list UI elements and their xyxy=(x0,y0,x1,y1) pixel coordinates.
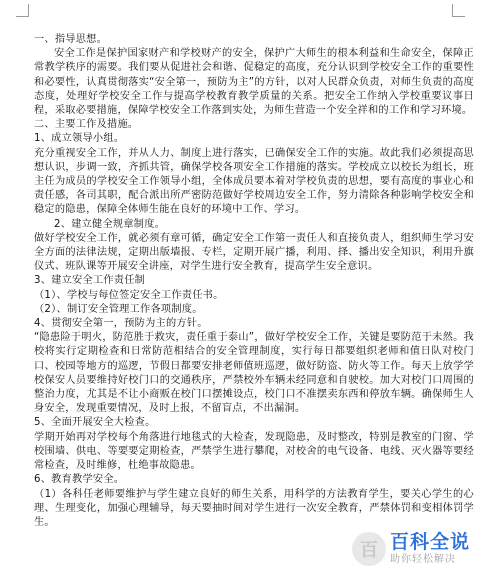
margin-corner-mark-left xyxy=(16,4,29,17)
heading-guiding-ideology: 一、指导思想。 xyxy=(34,34,108,45)
watermark-subtitle: 助你轻松解决 xyxy=(390,554,456,565)
paragraph-rules-body: 做好学校安全工作，就必须有章可循，确定安全工作第一责任人和直接负责人，组织师生学习安全方面的法律法规，定期出版墙报、专栏，定期开展广播，利用、择、播出安全知识，利用升旗仪式、班队课等开展安全讲座，对学生进行安全教育，提高学生安全意识。 xyxy=(34,232,474,273)
subheading-rules: 2、建立健全规章制度。 xyxy=(54,218,166,230)
list-item-responsibility-2: （2）、制订安全管理工作各项制度。 xyxy=(34,303,203,315)
paragraph-safety-first-body: “隐患险于明火，防范胜于救灾，责任重于泰山”，做好学校安全工作，关键是要防范于未然。我校将实行定期检查和日常防范相结合的安全管理制度，实行每日都要组织老师和值日队对校门口、校园等地方的巡逻，节假日都要安排老师值班巡逻，做好防盗、防火等工作。每天上放学学校保安人员要维持好校门口的交通秩序，严禁校外车辆未经同意和自驶校。加大对校门口周围的整治力度，尤其是不让小商贩在校门口摆摊设点，校门口不准摆卖东西和停放车辆。确保师生人身安全，发现重要情况，及时上报，不留盲点，不出漏洞。 xyxy=(34,332,474,415)
subheading-leadership-group: 1、成立领导小组。 xyxy=(34,133,125,145)
margin-corner-mark-right xyxy=(452,4,465,17)
list-item-responsibility-1: （1）、学校与每位签定安全工作责任书。 xyxy=(34,289,224,301)
watermark-title: 百科全说 xyxy=(390,531,471,553)
heading-main-work: 二、主要工作及措施。 xyxy=(34,119,139,131)
paragraph-teaching-safety-body: （1）各科任老师要维护与学生建立良好的师生关系，用科学的方法教育学生，要关心学生的心理、生理变化，加强心理辅导，每天要抽时间对学生进行一次安全教育，严禁体罚和变相体罚学生。 xyxy=(34,488,474,528)
paragraph-inspection-body: 学期开始再对学校每个角落进行地毯式的大检查，发现隐患，及时整改，特别是教室的门窗、学校围墙、供电、等要要定期检查，严禁学生进行攀爬，对校舍的电气设备、电线、灭火器等要经常检查，及时维修，杜绝事故隐患。 xyxy=(34,431,474,472)
subheading-responsibility: 3、建立安全工作责任制 xyxy=(34,275,146,287)
document-body xyxy=(34,33,474,530)
watermark-text xyxy=(390,531,470,567)
paragraph-ideology-body: 安全工作是保护国家财产和学校财产的安全，保护广大师生的根本利益和生命安全，保障正常教学秩序的需要。我们要从促进社会和谐、促稳定的高度，充分认识到学校安全工作的重要性和必要性，认真贯彻落实“安全第一，预防为主”的方针，以对人民群众负责，对师生负责的高度态度，处理好学校安全工作与提高学校教育教学质量的关系。把安全工作纳入学校重要议事日程，采取必要措施，保障学校安全工作落到实处，为师生营造一个安全祥和的工作和学习环境。 xyxy=(34,48,474,117)
subheading-safety-first: 4、贯彻安全第一，预防为主的方针。 xyxy=(34,318,208,330)
watermark-logo-icon: 百 xyxy=(352,532,386,566)
paragraph-leadership-body: 充分重视安全工作，并从人力、制度上进行落实，已确保安全工作的实施。故此我们必须提高思想认识，步调一致，齐抓共管，确保学校各项安全工作措施的落实。学校成立以校长为组长，班主任为成员的学校安全工作领导小组，全体成员要本着对学校负责的思想，要有高度的事业心和责任感，各司其职，配合派出所严密防范做好学校周边安全工作，努力清除各种影响学校安全和稳定的隐患，保障全体师生能在良好的环境中工作、学习。 xyxy=(34,147,474,216)
subheading-inspection: 5、全面开展安全大检查。 xyxy=(34,417,156,429)
subheading-teaching-safety: 6、教育教学安全。 xyxy=(34,474,125,486)
watermark xyxy=(352,524,492,574)
